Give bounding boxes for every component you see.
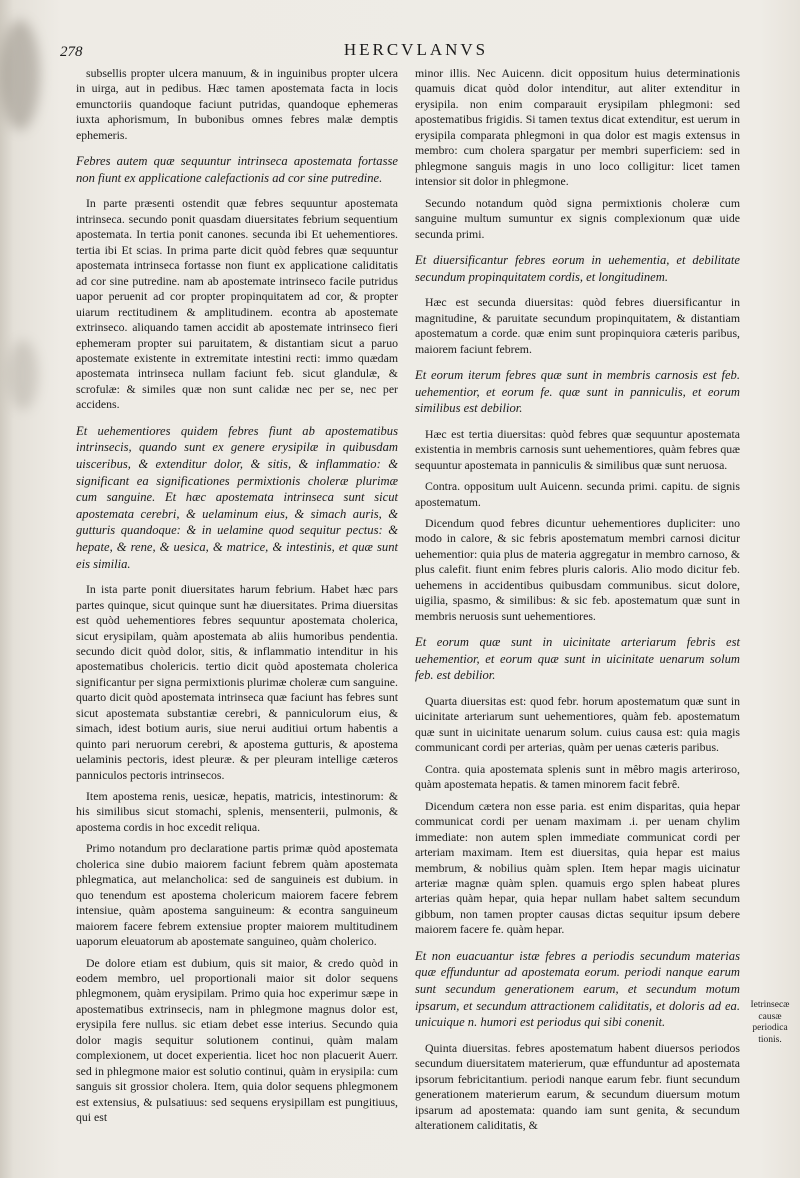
- paragraph: Hæc est secunda diuersitas: quòd febres diuersificantur in magnitudine, & paruitate secundum propinquitatem, & distantiam apostematum a corde. quæ enim sunt propinquiora cæteris paribus, maiorem faciunt febrem.: [415, 295, 740, 356]
- commentary-lemma: Et eorum iterum febres quæ sunt in membris carnosis est feb. uehementior, et eorum fe. quæ sunt in panniculis, et eorum similibus est debilior.: [415, 367, 740, 416]
- paragraph: Item apostema renis, uesicæ, hepatis, matricis, intestinorum: & his similibus sicut stomachi, splenis, mensenterii, pulmonis, & apostema cordis in hoc excedit reliqua.: [76, 789, 398, 834]
- commentary-lemma: Et uehementiores quidem febres fiunt ab apostematibus intrinsecis, quando sunt ex genere erysipilæ in quibusdam uisceribus, & extenditur dolor, & sitis, & inflammatio: & significant ea significationes permixtionis choleræ plurimæ cum sanguine. Et hæc apostemata intrinseca sunt sicut apostemata cerebri, & uelaminum eius, & simach auris, & gutturis quandoque: & in uelamine quod sequitur pectus: & hepate, & rene, & uesica, & matrice, & intestinis, et quæ sunt eis similia.: [76, 423, 398, 571]
- paragraph: Quarta diuersitas est: quod febr. horum apostematum quæ sunt in uicinitate arteriarum sunt uehementiores, quàm feb. apostematum quæ sunt in uicinitate uenarum solum. cuius causa est: quia magis communicant cordi per arterias, quàm per uenas cæteris paribus.: [415, 693, 740, 755]
- paragraph: Dicendum cætera non esse paria. est enim disparitas, quia hepar communicat cordi per uenam maximam .i. per uenam chylim immediate: non autem splen immediate communicat cordi per arteriam maximam. Item est diuersitas, quia hepar est maius membrum, & nobilius quàm splen. Item hepar magis uicinatur arteriæ magnæ quàm splen. quamuis ergo splen habeat plures arterias quàm hepar, quia hepar nullam habet saltem secundum gibbum, non tamen propter causas dictas sequitur ipsum debere maiorem facere fe. quàm hepar.: [415, 798, 740, 937]
- paragraph: minor illis. Nec Auicenn. dicit oppositum huius determinationis quamuis dicat quòd dolor intenditur, aut aliter extenditur in erysipila. non enim comparauit erysipilam phlegmoni: sed apostematibus frigidis. Si tamen textus dicat extenditur, est uerum in erysipila comparata phlegmoni in qua dolor est magis extensus in membro: cum cholera spargatur per membri superficiem: sed in phlegmone sanguis magis in uno loco colligitur: licet tamen intensior sit dolor in phlegmone.: [415, 66, 740, 189]
- right-column: [415, 66, 740, 1139]
- paragraph: Contra. oppositum uult Auicenn. secunda primi. capitu. de signis apostematum.: [415, 479, 740, 509]
- paragraph: Hæc est tertia diuersitas: quòd febres quæ sequuntur apostemata existentia in membris carnosis sunt uehementiores, quàm febres quæ sequuntur apostemata in panniculis & similibus quæ sunt neruosa.: [415, 426, 740, 472]
- left-column: [76, 66, 398, 1132]
- page-stain: [8, 340, 38, 410]
- paragraph: Dicendum quod febres dicuntur uehementiores dupliciter: uno modo in calore, & sic febris apostematum membri carnosi dicitur uehementior: quia plus de materia aggregatur in membro carnoso, & plus calefit. fiunt enim febres pluris caloris. Alio modo dicitur feb. uehemens in accidentibus quibusdam communibus. sicut dolore, uigilia, spasmo, & similibus: & sic feb. apostematum quæ sunt in membris neruosis sunt uehementiores.: [415, 516, 740, 623]
- page-stain: [0, 20, 40, 130]
- commentary-lemma: Et non euacuantur istæ febres a periodis secundum materias quæ effunduntur ad apostemata eorum. periodi nanque earum sunt secundum generationem earum, et secundum motum ipsarum, et secundum attractionem caliditatis, et doloris ad ea. unicuique n. humori est periodus qui sibi conenit.: [415, 948, 740, 1030]
- commentary-lemma: Et diuersificantur febres eorum in uehementia, et debilitate secundum propinquitatem cordis, et longitudinem.: [415, 252, 740, 284]
- paragraph: Quinta diuersitas. febres apostematum habent diuersos periodos secundum diuersitatem materierum, quæ effunduntur ad apostemata ipsorum febricitantium. periodi nanque earum febr. fiunt secundum generationem materierum earum, & secundum diuersum motum ipsarum ad apostemata: quando iam sunt genita, & secundum alterationem caliditatis, &: [415, 1040, 740, 1133]
- paragraph: In ista parte ponit diuersitates harum febrium. Habet hæc pars partes quinque, sicut quinque sunt hæ diuersitates. Prima diuersitas est quòd uehementiores febres sequuntur apostemata cholerica, sicut erysipilam, quàm apostemata ab aliis humoribus pendentia. secundo dicit quòd dolor, sitis, & inflammatio intenditur in his apostematibus cholericis. tertio dicit quòd apostemata cholerica significantur per signa permixtionis plurimæ choleræ cum sanguine. quarto dicit quòd apostemata intrinseca quæ faciunt has febres sunt sicut apostemata substantiæ cerebri, & panniculorum eius, & simach, idest botium auris, siue nerui auditiui ortum habentis a quinto pari neruorum cerebri, & apostema gutturis, & apostema uelaminis pectoris, idest pleuræ. & per pleuram intellige cæteros panniculos pectoris intrinsecos.: [76, 582, 398, 782]
- paragraph: In parte præsenti ostendit quæ febres sequuntur apostemata intrinseca. secundo ponit quasdam diuersitates febrium sequentium apostemata. In tertia ponit canones. secunda ibi Et uehementiores. tertia ibi Et scias. In prima parte dicit quòd febres quæ sequuntur apostemata intrinseca fortasse non fiunt ex applicatione caliditatis ad cor sine putredine. nam ab apostemate intrinseco facile putridus uapor peruenit ad cor propter propinquitatem ad cor, & propter uiarum rectitudinem & amplitudinem. econtra ab apostemate extrinseco. aliquando tamen accidit ab apostemate intrinseco fieri ephemeram propter sui paruitatem, & distantiam sicut a paruo apostemate existente in extremitate intestini recti: immo quædam apostemata intrinseca nullam faciunt feb. sicut glandulæ, & scrofulæ: & similes quæ non sunt calidæ nec per se, nec per accidens.: [76, 196, 398, 412]
- paragraph: subsellis propter ulcera manuum, & in inguinibus propter ulcera in uirga, aut in pedibus. Hæc tamen apostemata facta in locis emunctoriis quandoque faciunt putridas, quandoque ephemeras iuxta aphorismum, In bubonibus omnes febres malæ demptis ephemeris.: [76, 66, 398, 142]
- running-title: HERCVLANVS: [343, 40, 489, 59]
- paragraph: Secundo notandum quòd signa permixtionis choleræ cum sanguine multum sumuntur ex signis complexionum quæ uide secunda primi.: [415, 195, 740, 241]
- page-number: 278: [60, 44, 83, 60]
- commentary-lemma: Febres autem quæ sequuntur intrinseca apostemata fortasse non fiunt ex applicatione calefactionis ad cor sine putredine.: [76, 154, 398, 185]
- paragraph: Primo notandum pro declaratione partis primæ quòd apostemata cholerica sine dubio maiorem faciunt febrem quàm apostemata phlegmatica, aut melancholica: sed de sanguineis est dubium. in quo tenendum est apostema cholericum maiorem facere febrem intensiue, quàm apostema sanguineum: & econtra sanguineum maiorem facere febrem extensiue propter maiorem multitudinem uaporum eleuatorum ab apostemate sanguineo, quàm cholerico.: [76, 841, 398, 949]
- commentary-lemma: Et eorum quæ sunt in uicinitate arteriarum febris est uehementior, et eorum quæ sunt in uicinitate uenarum solum feb. est debilior.: [415, 635, 740, 683]
- margin-note: Ietrinsecæ causæ periodica tionis.: [750, 1000, 790, 1045]
- paragraph: De dolore etiam est dubium, quis sit maior, & credo quòd in eodem membro, uel proportionali maior sit dolor sequens phlegmonem, quàm erysipilam. Primo quia hoc experimur sæpe in apostematibus extrinsecis, nam in phlegmone magnus dolor est, erysipila fere nullus. sic etiam debet esse interius. Secundo quia dolor magis sequitur solutionem continui, quàm malam complexionem, ut docet experientia. licet hoc non placuerit Auerr. sed in phlegmone maior est solutio continui, quàm in erysipila: cum sanguis sit grossior cholera. Item, quia dolor sequens phlegmonem est extensius, & pulsatiuus: sed sequens erysipillam est pungitiuus, qui est: [76, 955, 398, 1125]
- page-header: [60, 40, 772, 64]
- paragraph: Contra. quia apostemata splenis sunt in mêbro magis arteriroso, quàm apostemata hepatis. & tamen minorem facit febrê.: [415, 761, 740, 792]
